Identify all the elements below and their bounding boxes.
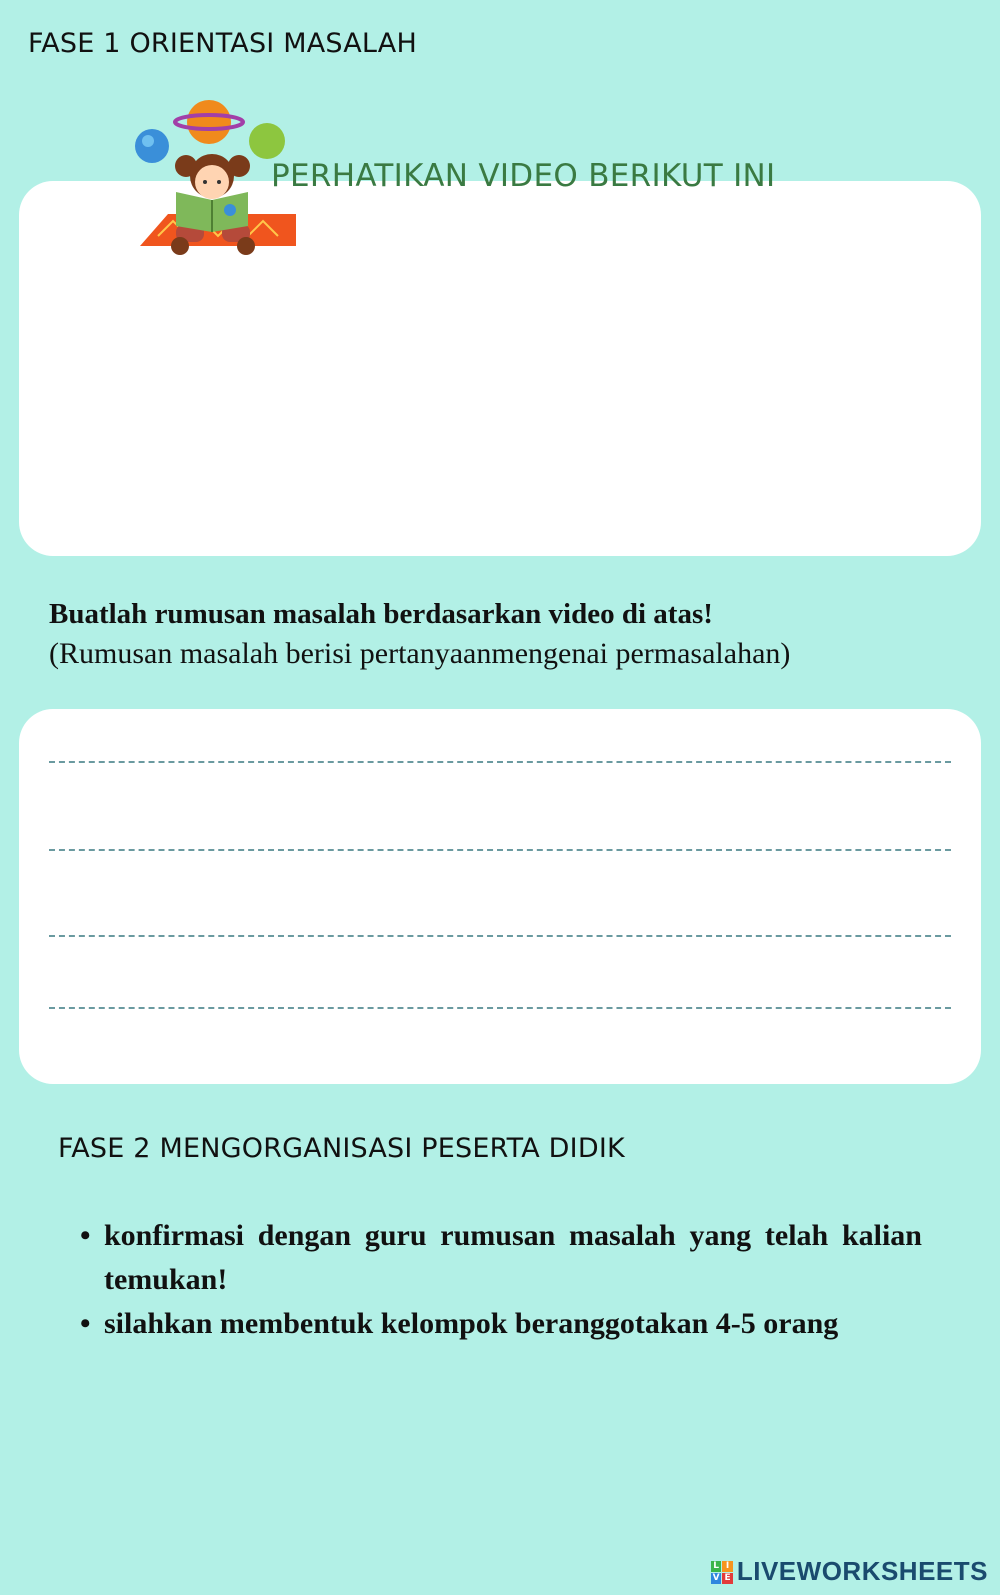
answer-line-2[interactable] [49,849,951,851]
answer-line-3[interactable] [49,935,951,937]
bullet-item-1: • konfirmasi dengan guru rumusan masalah yang telah kalian temukan! [80,1214,922,1302]
logo-text: LIVEWORKSHEETS [736,1556,988,1586]
answer-line-1[interactable] [49,761,951,763]
answer-line-4[interactable] [49,1007,951,1009]
phase2-title: FASE 2 MENGORGANISASI PESERTA DIDIK [58,1133,625,1164]
instruction-block [49,598,790,671]
logo-mark-icon: L I V E [711,1561,733,1583]
video-caption: PERHATIKAN VIDEO BERIKUT INI [271,158,776,194]
instruction-note: (Rumusan masalah berisi pertanyaanmengenai permasalahan) [49,637,791,670]
answer-area[interactable] [19,709,981,1084]
phase2-bullet-list [80,1214,922,1346]
instruction-title: Buatlah rumusan masalah berdasarkan video di atas! [49,598,713,630]
bullet-item-2: • silahkan membentuk kelompok beranggotakan 4-5 orang [80,1302,922,1346]
liveworksheets-logo[interactable] [711,1556,988,1587]
phase1-title: FASE 1 ORIENTASI MASALAH [28,28,417,59]
